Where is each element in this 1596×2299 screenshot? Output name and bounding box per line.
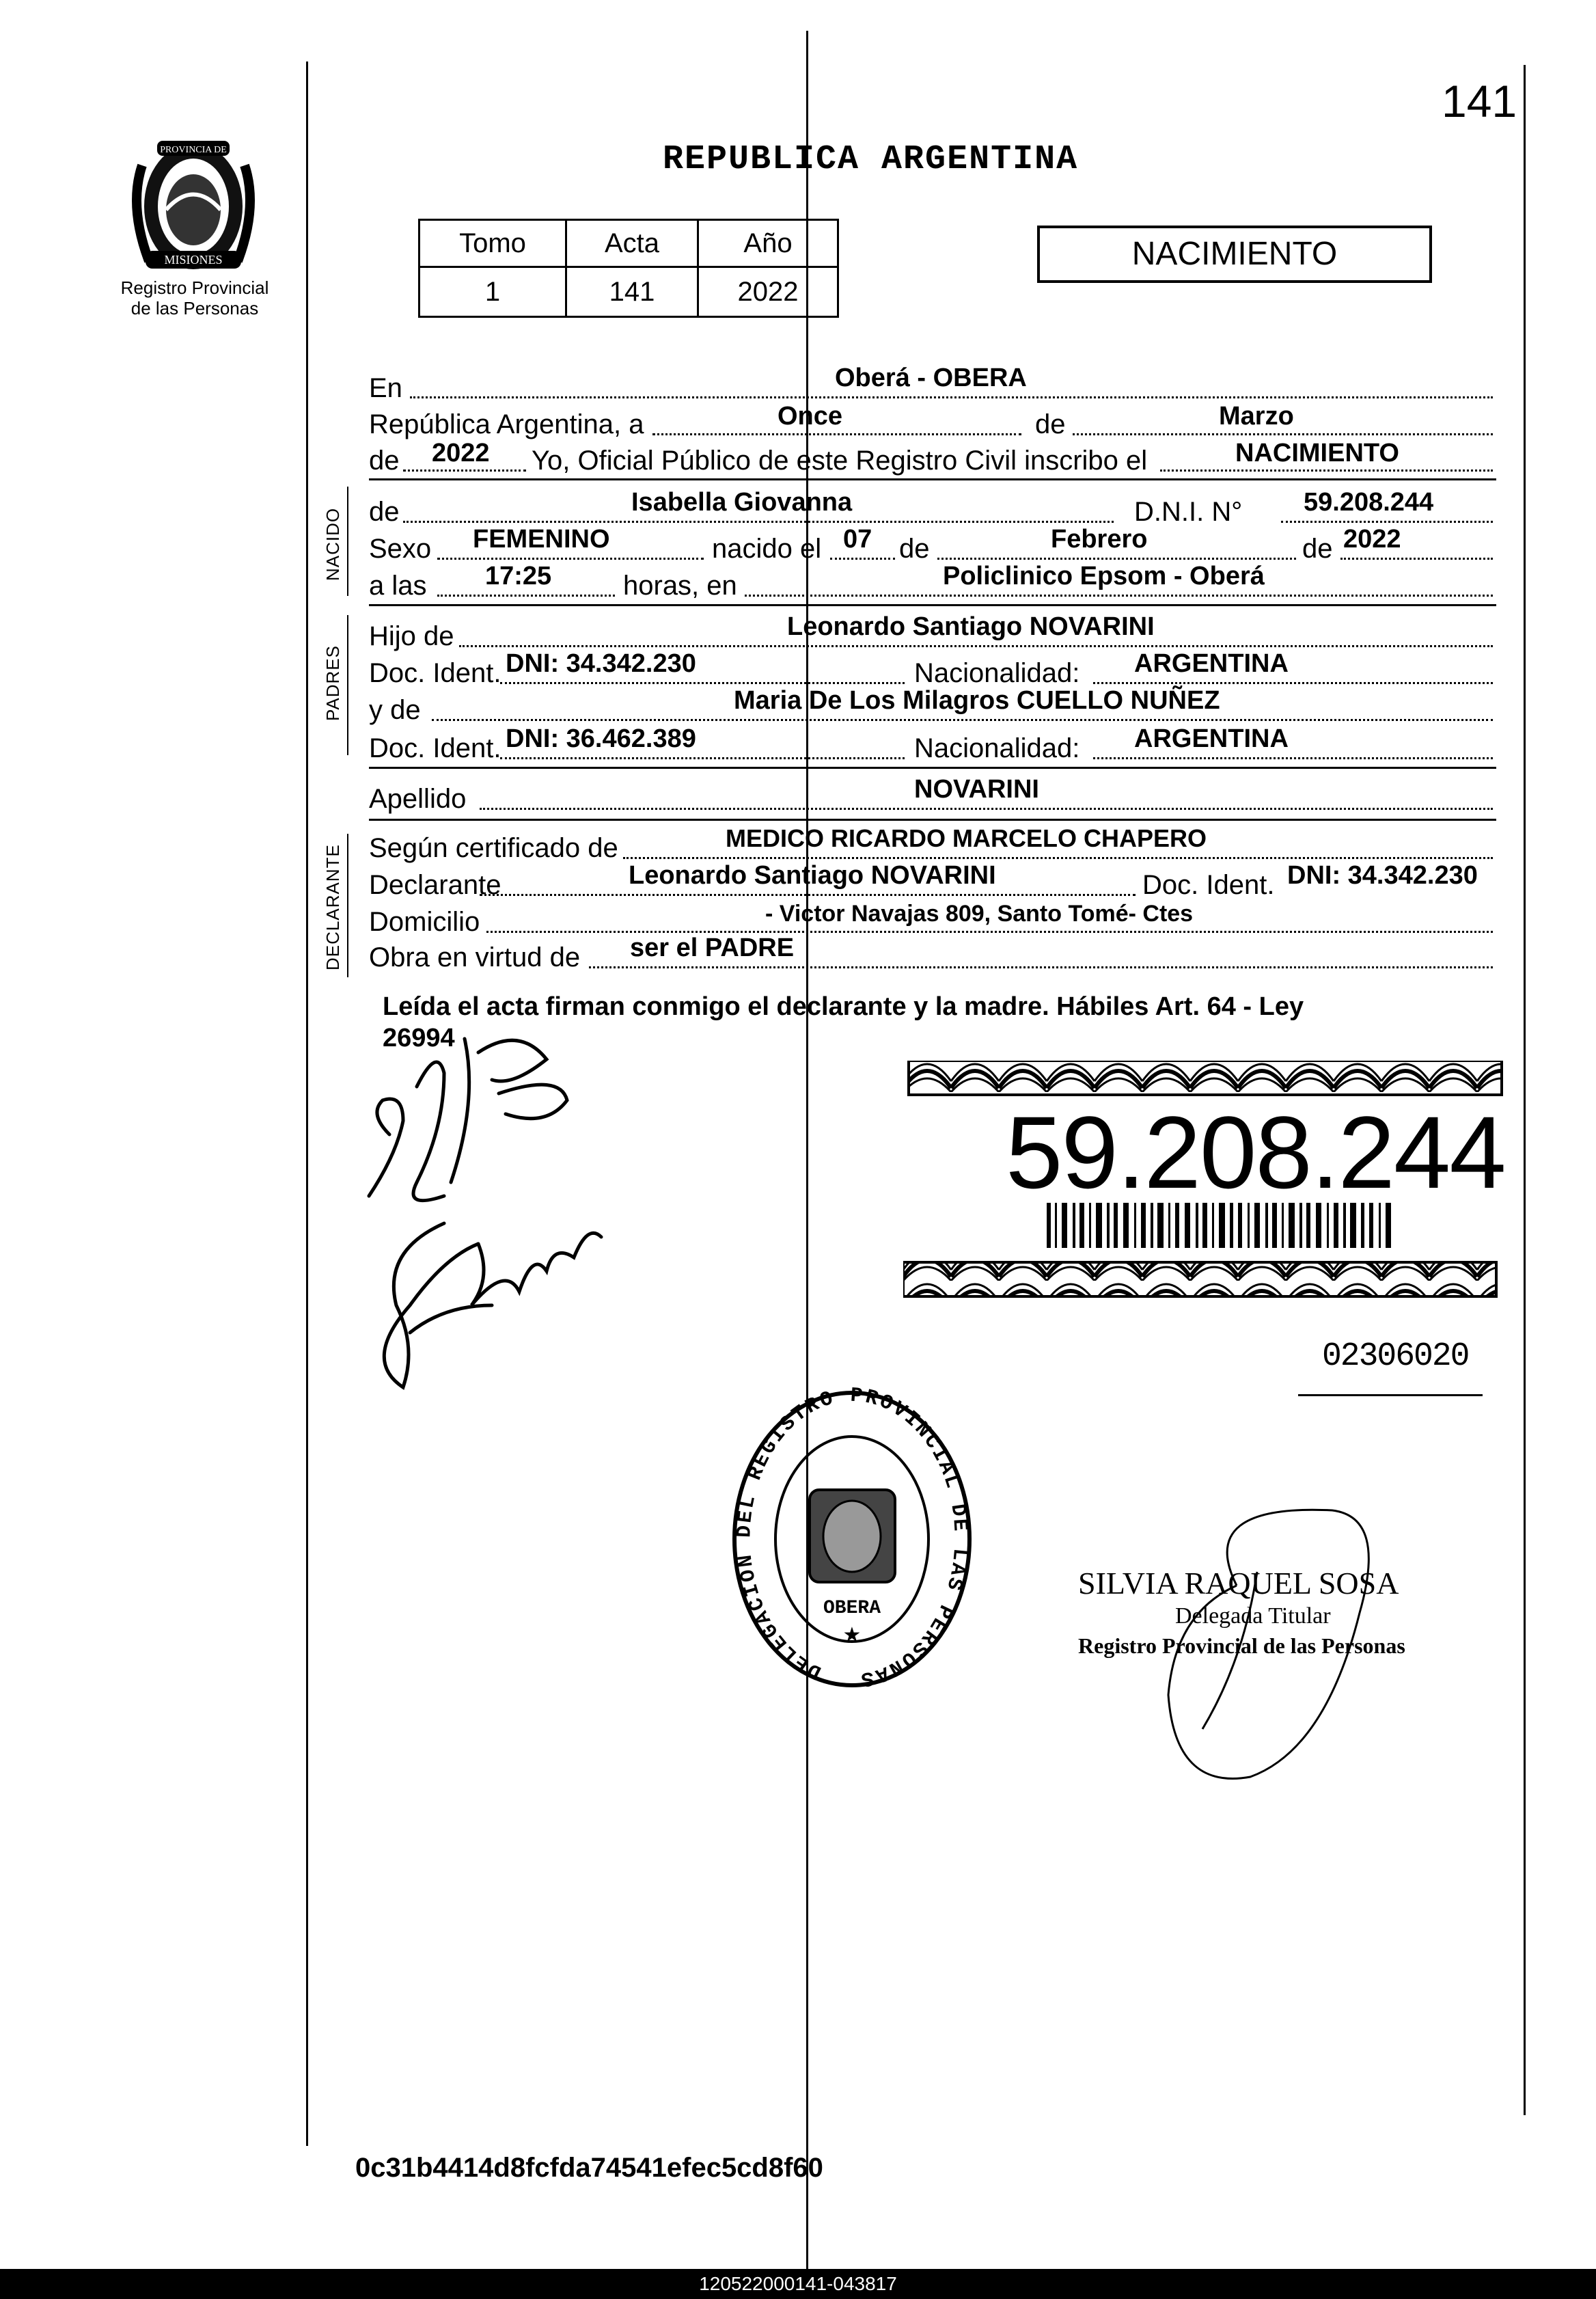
year-dots — [403, 470, 526, 472]
official-office: Registro Provincial de las Personas — [1078, 1633, 1405, 1658]
mother-nac-dots — [1093, 757, 1493, 759]
hora-dots — [437, 595, 615, 597]
footer-code: 120522000141-043817 — [699, 2273, 897, 2294]
padres-label: PADRES — [322, 645, 343, 721]
surname-value: NOVARINI — [914, 775, 1039, 804]
father-name: Leonardo Santiago NOVARINI — [787, 612, 1155, 641]
born-dni: 59.208.244 — [1304, 488, 1434, 517]
rule-1 — [369, 478, 1496, 480]
official-title: Delegada Titular — [1175, 1603, 1331, 1629]
barcode-sticker — [903, 1061, 1504, 1307]
father-doc-dots — [500, 682, 905, 684]
act-type: NACIMIENTO — [1131, 236, 1338, 272]
value-tomo: 1 — [419, 267, 566, 317]
day-value: Once — [778, 402, 843, 431]
declarante-label: DECLARANTE — [322, 844, 343, 970]
official-seal — [728, 1387, 977, 1695]
official-name: SILVIA RAQUEL SOSA — [1078, 1566, 1399, 1601]
birth-month: Febrero — [1051, 525, 1148, 554]
footer-bar — [0, 2269, 1596, 2299]
event-dots — [1160, 470, 1493, 472]
left-margin-line — [306, 62, 308, 2146]
father-dots — [459, 645, 1493, 647]
declarant-signature — [342, 1018, 629, 1401]
hora-label: a las — [369, 571, 427, 601]
mother-name: Maria De Los Milagros CUELLO NUÑEZ — [734, 686, 1220, 715]
header-anio: Año — [698, 220, 838, 267]
surname-dots — [480, 808, 1493, 810]
declarant-name: Leonardo Santiago NOVARINI — [629, 861, 996, 890]
anio-dots — [1340, 558, 1493, 560]
closing-line1: Leída el acta firman conmigo el declarante y la madre. Hábiles Art. 64 - Ley — [383, 992, 1304, 1021]
place-dots — [410, 396, 1493, 398]
mother-label: y de — [369, 695, 421, 725]
value-anio: 2022 — [698, 267, 838, 317]
father-nac: ARGENTINA — [1134, 649, 1289, 678]
value-acta: 141 — [566, 267, 698, 317]
registry-logo — [115, 124, 272, 282]
birth-de2-label: de — [1302, 534, 1333, 564]
place-label: En — [369, 373, 402, 403]
sticker-code: 02306020 — [1322, 1338, 1469, 1375]
mes-dots — [937, 558, 1296, 560]
born-name: Isabella Giovanna — [631, 488, 853, 517]
dni-label: D.N.I. N° — [1134, 497, 1243, 527]
horas-label: horas, en — [623, 571, 737, 601]
sexo-dots — [437, 558, 704, 560]
seal-star-icon: ★ — [842, 1624, 862, 1646]
right-margin-line — [1524, 65, 1526, 2115]
closing-line2: 26994 — [383, 1024, 455, 1052]
rule-2 — [369, 604, 1496, 606]
act-type-box — [1037, 226, 1432, 283]
page-number: 141 — [1442, 76, 1517, 126]
declarant-dots — [480, 894, 1136, 896]
registrar-text: Yo, Oficial Público de este Registro Civil inscribo el — [532, 446, 1148, 476]
birth-place: Policlinico Epsom - Oberá — [943, 562, 1265, 590]
year-value: 2022 — [432, 439, 490, 467]
obra-label: Obra en virtud de — [369, 942, 581, 972]
sticker-code-underline — [1298, 1394, 1483, 1396]
nacido-label: NACIDO — [322, 507, 343, 581]
cert-label: Según certificado de — [369, 833, 618, 863]
seal-city: OBERA — [823, 1598, 881, 1619]
born-de-label: de — [369, 497, 400, 527]
month-dots — [1073, 433, 1493, 435]
father-nac-dots — [1093, 682, 1493, 684]
date-label: República Argentina, a — [369, 409, 644, 439]
father-doc: DNI: 34.342.230 — [506, 649, 696, 678]
cert-dots — [623, 857, 1493, 859]
header-tomo: Tomo — [419, 220, 566, 267]
sticker-number: 59.208.244 — [1006, 1095, 1505, 1210]
event-value: NACIMIENTO — [1235, 439, 1399, 467]
mother-doc-dots — [500, 757, 905, 759]
rule-3 — [369, 767, 1496, 769]
birth-de-label: de — [899, 534, 930, 564]
lugar-dots — [745, 595, 1493, 597]
mother-dots — [432, 719, 1493, 721]
born-name-dots — [403, 521, 1114, 523]
birth-day: 07 — [843, 525, 872, 554]
mother-nac: ARGENTINA — [1134, 724, 1289, 753]
sexo-label: Sexo — [369, 534, 432, 564]
page-heading: REPUBLICA ARGENTINA — [663, 140, 1079, 179]
surname-label: Apellido — [369, 784, 467, 814]
header-acta: Acta — [566, 220, 698, 267]
logo-top-text: PROVINCIA DE — [160, 145, 227, 155]
seal-ring-text: DELEGACION DEL REGISTRO PROVINCIAL DE LAS PERSONAS — [733, 1387, 972, 1691]
birth-time: 17:25 — [485, 562, 552, 590]
registry-name — [89, 277, 301, 318]
dia-dots — [830, 558, 895, 560]
obra-dots — [589, 966, 1493, 968]
obra-value: ser el PADRE — [630, 934, 795, 962]
hijo-label: Hijo de — [369, 621, 454, 651]
father-nac-label: Nacionalidad: — [914, 658, 1080, 688]
declarant-doc: DNI: 34.342.230 — [1287, 861, 1478, 890]
birth-year: 2022 — [1343, 525, 1401, 554]
center-fold-line — [806, 31, 808, 2272]
logo-bottom-text: MISIONES — [164, 253, 223, 267]
father-doc-label: Doc. Ident. — [369, 658, 501, 688]
sexo-value: FEMENINO — [473, 525, 610, 554]
month-label: de — [1035, 409, 1066, 439]
registry-line2: de las Personas — [130, 298, 259, 318]
registry-line1: Registro Provincial — [120, 277, 269, 298]
domicilio-label: Domicilio — [369, 907, 480, 937]
declarant-label: Declarante — [369, 870, 501, 900]
place-value: Oberá - OBERA — [835, 364, 1027, 392]
nacido-el-label: nacido el — [712, 534, 822, 564]
declarante-bracket — [347, 834, 348, 977]
mother-doc: DNI: 36.462.389 — [506, 724, 696, 753]
year-label: de — [369, 446, 400, 476]
nacido-bracket — [347, 487, 348, 596]
day-dots — [652, 433, 1021, 435]
mother-nac-label: Nacionalidad: — [914, 733, 1080, 763]
document-hash: 0c31b4414d8fcfda74541efec5cd8f60 — [355, 2153, 823, 2183]
dni-dots — [1281, 521, 1493, 523]
rule-4 — [369, 819, 1496, 821]
act-table — [418, 219, 839, 318]
mother-doc-label: Doc. Ident. — [369, 733, 501, 763]
cert-value: MEDICO RICARDO MARCELO CHAPERO — [726, 824, 1207, 852]
declarant-doc-label: Doc. Ident. — [1142, 870, 1275, 900]
domicilio-value: - Victor Navajas 809, Santo Tomé- Ctes — [765, 901, 1194, 927]
padres-bracket — [347, 615, 348, 755]
month-value: Marzo — [1219, 402, 1294, 431]
